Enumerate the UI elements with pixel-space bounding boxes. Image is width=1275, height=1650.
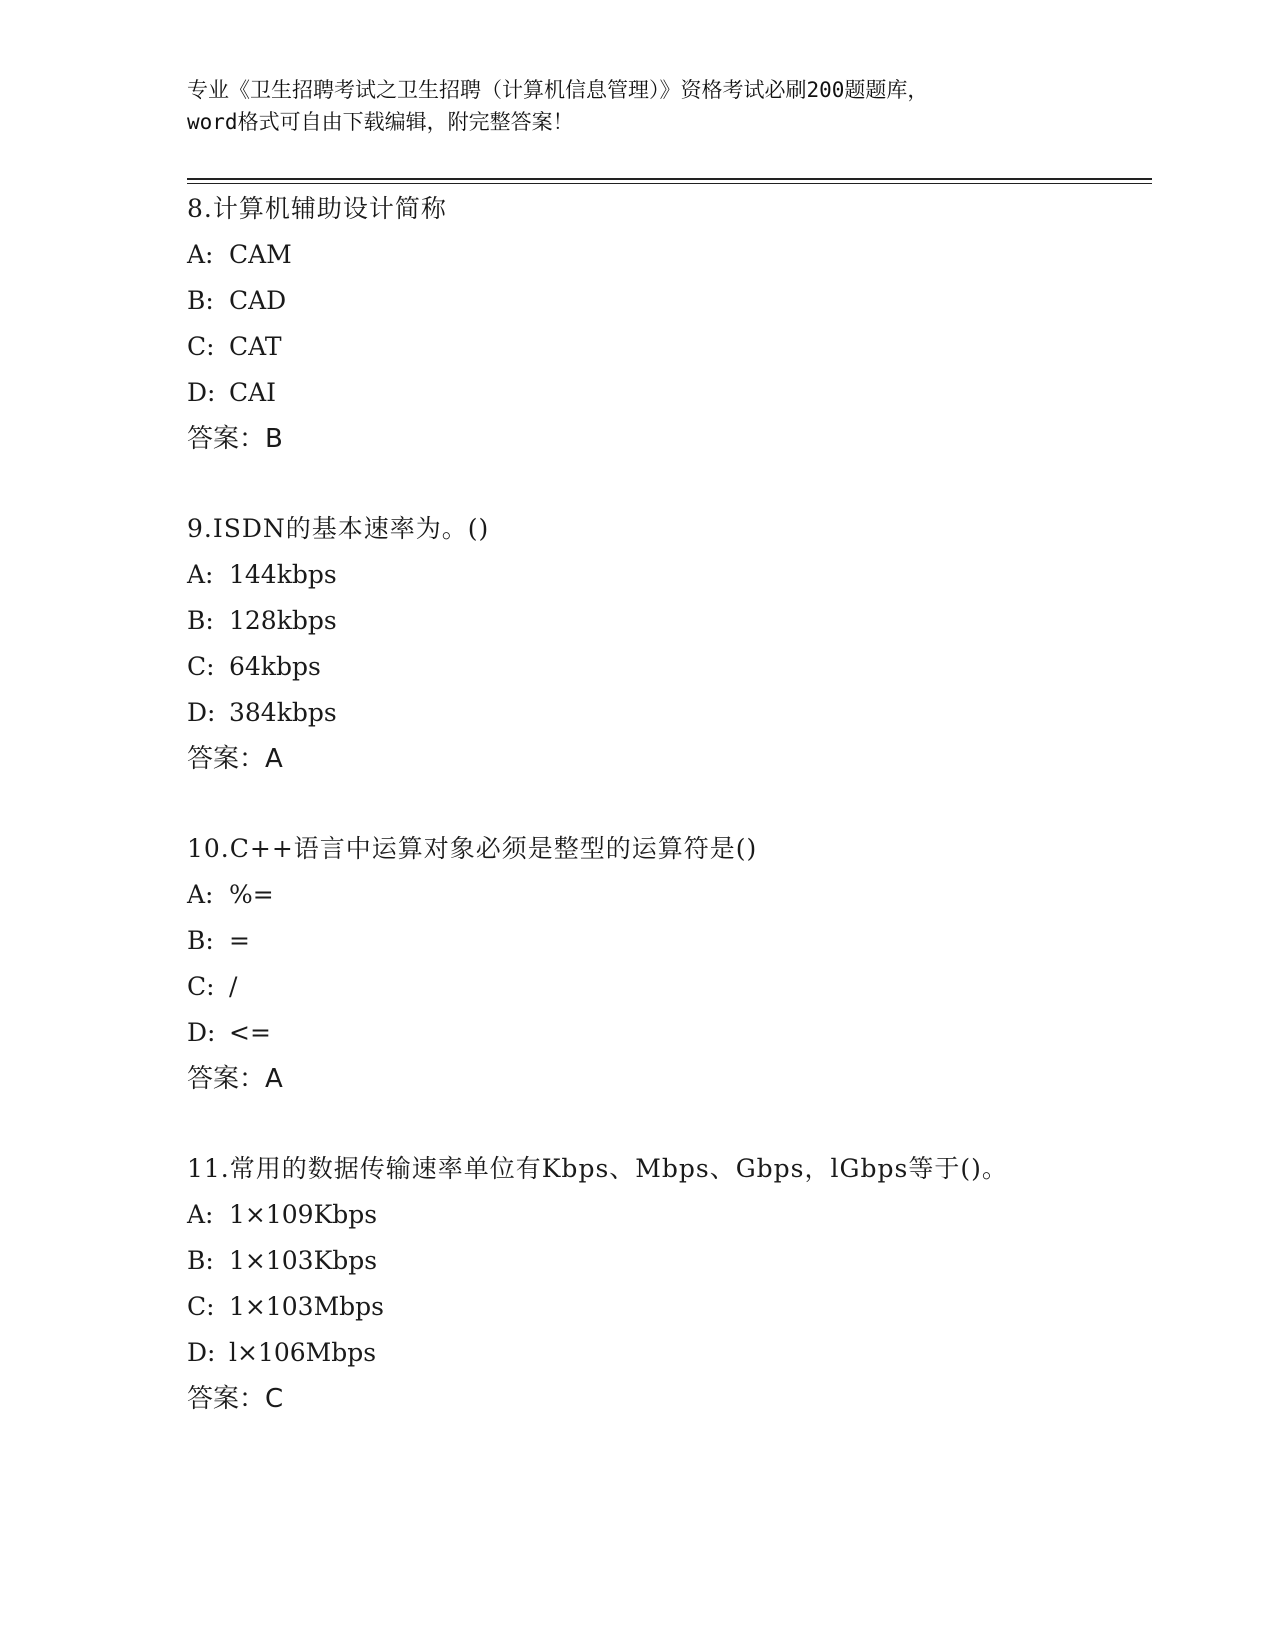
option-letter: B:	[187, 1246, 214, 1275]
option-a	[187, 872, 1147, 918]
option-text: CAT	[229, 332, 282, 361]
option-text: 64kbps	[229, 652, 321, 681]
question-block	[187, 826, 1147, 1102]
option-b	[187, 278, 1147, 324]
option-text: %=	[229, 880, 274, 909]
option-c	[187, 1284, 1147, 1330]
header-line-1: 专业《卫生招聘考试之卫生招聘（计算机信息管理）》资格考试必刷200题题库，	[187, 78, 929, 102]
option-d	[187, 690, 1147, 736]
header-divider-thick	[187, 178, 1152, 180]
option-letter: B:	[187, 926, 214, 955]
option-c	[187, 644, 1147, 690]
option-text: 128kbps	[229, 606, 337, 635]
option-letter: C:	[187, 332, 215, 361]
option-letter: A:	[187, 240, 214, 269]
question-stem: 8.计算机辅助设计简称	[187, 194, 447, 223]
answer-line: 答案：A	[187, 744, 283, 774]
question-block	[187, 1146, 1147, 1422]
option-letter: D:	[187, 698, 216, 727]
option-letter: A:	[187, 1200, 214, 1229]
option-text: =	[229, 926, 250, 955]
option-letter: A:	[187, 560, 214, 589]
option-text: 144kbps	[229, 560, 337, 589]
option-a	[187, 232, 1147, 278]
option-letter: C:	[187, 972, 215, 1001]
option-letter: C:	[187, 1292, 215, 1321]
option-letter: D:	[187, 1338, 216, 1367]
option-text: l×106Mbps	[229, 1338, 377, 1367]
option-text: /	[229, 972, 238, 1001]
option-letter: D:	[187, 1018, 216, 1047]
option-d	[187, 370, 1147, 416]
option-text: CAM	[229, 240, 292, 269]
answer-line: 答案：A	[187, 1064, 283, 1094]
question-stem: 10.C++语言中运算对象必须是整型的运算符是()	[187, 834, 758, 863]
option-letter: D:	[187, 378, 216, 407]
option-c	[187, 964, 1147, 1010]
option-d	[187, 1010, 1147, 1056]
question-stem: 11.常用的数据传输速率单位有Kbps、Mbps、Gbps，lGbps等于()。	[187, 1154, 1008, 1183]
option-text: 1×103Kbps	[229, 1246, 378, 1275]
question-block	[187, 186, 1147, 462]
option-b	[187, 918, 1147, 964]
option-text: 1×109Kbps	[229, 1200, 378, 1229]
answer-line: 答案：C	[187, 1384, 284, 1414]
option-c	[187, 324, 1147, 370]
document-header	[187, 74, 1087, 138]
option-d	[187, 1330, 1147, 1376]
option-text: 1×103Mbps	[229, 1292, 385, 1321]
option-b	[187, 1238, 1147, 1284]
option-text: CAD	[229, 286, 287, 315]
option-letter: A:	[187, 880, 214, 909]
answer-line: 答案：B	[187, 424, 283, 454]
option-text: 384kbps	[229, 698, 337, 727]
option-a	[187, 1192, 1147, 1238]
option-letter: C:	[187, 652, 215, 681]
option-letter: B:	[187, 286, 214, 315]
header-divider-thin	[187, 183, 1152, 184]
option-text: <=	[229, 1018, 271, 1047]
option-a	[187, 552, 1147, 598]
option-text: CAI	[229, 378, 277, 407]
header-line-2: word格式可自由下载编辑，附完整答案！	[187, 110, 574, 134]
question-stem: 9.ISDN的基本速率为。()	[187, 514, 490, 543]
question-block	[187, 506, 1147, 782]
option-letter: B:	[187, 606, 214, 635]
option-b	[187, 598, 1147, 644]
